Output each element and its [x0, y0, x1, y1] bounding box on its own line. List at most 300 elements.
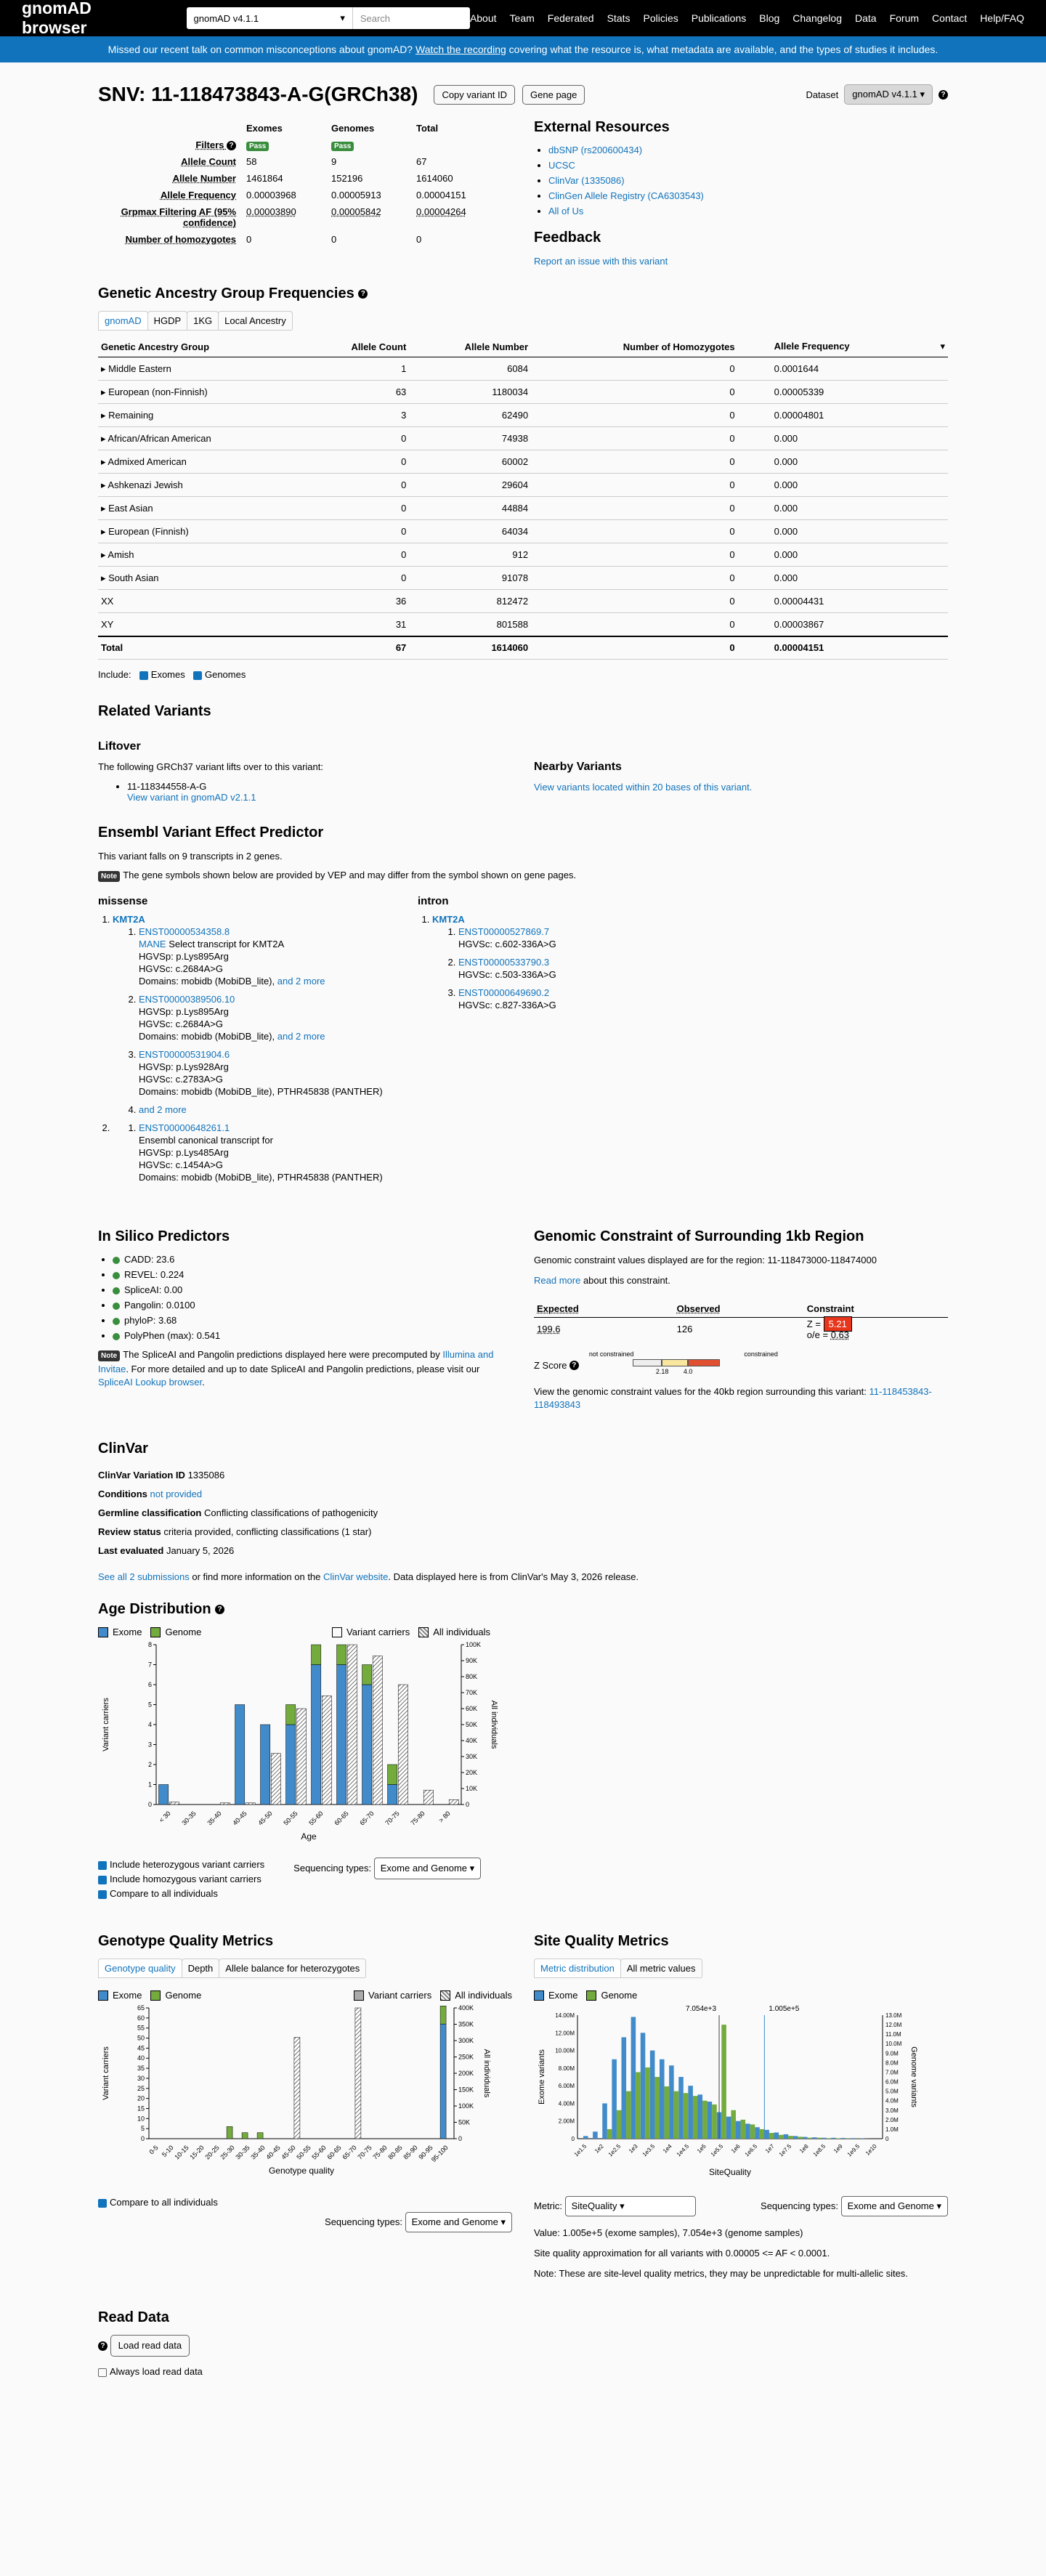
sq-value: Value: 1.005e+5 (exome samples), 7.054e+3 (genome samples) — [534, 2227, 803, 2238]
expand-icon[interactable]: ▸ — [101, 548, 108, 560]
y2-tick: 400K — [458, 2004, 474, 2012]
x-tick: 1e8 — [798, 2142, 810, 2155]
tab-metric-distribution[interactable]: Metric distribution — [534, 1959, 621, 1977]
status-dot-icon — [113, 1272, 120, 1279]
bar-genome — [626, 2091, 631, 2139]
gaf-tabs — [98, 311, 292, 331]
bar-all-individuals — [169, 1802, 179, 1805]
gq-tabs — [98, 1959, 365, 1978]
bar-all-individuals — [355, 2008, 361, 2139]
y2-tick: 0 — [885, 2136, 889, 2142]
expand-icon[interactable]: ▸ — [101, 386, 109, 397]
gq-title: Genotype Quality Metrics — [98, 1933, 274, 1949]
bar-exome — [736, 2121, 741, 2139]
tab-hgdp[interactable]: HGDP — [147, 311, 188, 330]
summary-table: Exomes Genomes Total Filters ? Pass Pass Allele Count 58 9 67 Allele Number 1461864 152196 1614060 Allele Frequency 0.00003968 0.00005913 0.00004151 Grpmax Filtering AF (95% confidence) 0.00003890 0.00005842 0.00004264 Number of homozygotes 0 0 0 — [98, 119, 477, 248]
submissions-link[interactable]: See all 2 submissions — [98, 1571, 190, 1582]
transcript-link[interactable]: ENST00000531904.6 — [139, 1049, 230, 1060]
dataset-dropdown[interactable]: gnomAD v4.1.1 ▾ — [844, 84, 933, 105]
y-tick: 0 — [140, 2135, 145, 2142]
bar-exome — [698, 2094, 703, 2139]
x-tick: 50-55 — [295, 2144, 312, 2161]
related-title: Related Variants — [98, 703, 211, 719]
x-tick: 15-20 — [188, 2144, 206, 2161]
help-icon[interactable]: ? — [358, 289, 368, 299]
bar-exome — [631, 2017, 636, 2139]
nav-link-changelog[interactable]: Changelog — [792, 12, 843, 24]
y2-tick: 70K — [466, 1689, 478, 1696]
bar-exome — [793, 2136, 798, 2139]
y2-tick: 200K — [458, 2070, 474, 2077]
bar-genome — [798, 2136, 803, 2139]
x-tick: 60-65 — [325, 2144, 343, 2161]
y-tick: 2 — [147, 1761, 152, 1768]
bar-exome — [688, 2086, 693, 2139]
help-icon[interactable]: ? — [938, 90, 948, 100]
predictor-item: • PolyPhen (max): 0.541 — [113, 1330, 512, 1341]
dataset-label: Dataset — [806, 89, 839, 100]
table-row[interactable]: ▸ European (non-Finnish) 63 1180034 0 0.00005339 — [98, 381, 948, 404]
x-tick: 85-90 — [402, 2144, 419, 2161]
logo[interactable]: gnomAD browser — [22, 0, 92, 37]
nav-link-stats[interactable]: Stats — [607, 12, 631, 24]
tab-genotype-quality[interactable]: Genotype quality — [98, 1959, 182, 1977]
y2-tick: 11.0M — [885, 2031, 901, 2038]
insilico-list — [113, 1254, 512, 1341]
gene-link[interactable]: KMT2A — [432, 914, 465, 925]
external-link[interactable]: All of Us — [548, 206, 584, 216]
y-axis-label: Variant carriers — [102, 1698, 110, 1751]
y-tick: 40 — [137, 2054, 145, 2062]
table-row[interactable]: ▸ Amish 0 912 0 0.000 — [98, 543, 948, 567]
gq-chart — [98, 2001, 512, 2190]
liftover-link[interactable]: View variant in gnomAD v2.1.1 — [127, 792, 256, 803]
table-row[interactable]: ▸ European (Finnish) 0 64034 0 0.000 — [98, 520, 948, 543]
table-row[interactable]: ▸ Ashkenazi Jewish 0 29604 0 0.000 — [98, 474, 948, 497]
y2-tick: 40K — [466, 1737, 478, 1744]
tab-local-ancestry[interactable]: Local Ancestry — [218, 311, 293, 330]
x-tick: 60-65 — [333, 1810, 350, 1827]
external-link[interactable]: ClinVar (1335086) — [548, 175, 625, 186]
conditions-link[interactable]: not provided — [150, 1489, 203, 1499]
compare-checkbox[interactable] — [98, 1890, 107, 1899]
bar-exome — [261, 1725, 270, 1805]
read-more-link[interactable]: Read more — [534, 1275, 581, 1286]
status-dot-icon — [113, 1318, 120, 1325]
expand-icon[interactable]: ▸ — [101, 432, 108, 444]
expand-icon[interactable]: ▸ — [101, 362, 109, 374]
status-dot-icon — [113, 1303, 120, 1310]
y-tick: 15 — [137, 2105, 145, 2113]
age-legend: Exome Genome Variant carriers All individuals — [98, 1627, 490, 1637]
x-tick: 1e5.5 — [709, 2142, 725, 2158]
y2-axis-label: All individuals — [490, 1700, 498, 1749]
gene-link[interactable]: KMT2A — [113, 914, 145, 925]
report-issue-link[interactable]: Report an issue with this variant — [534, 256, 668, 267]
bar-all-individuals — [322, 1696, 331, 1805]
age-title: Age Distribution ? — [98, 1601, 948, 1618]
transcript-link[interactable]: ENST00000533790.3 — [458, 957, 550, 968]
x-tick: 5-10 — [160, 2144, 175, 2158]
x-tick: 0-5 — [147, 2144, 160, 2156]
bar-exome — [286, 1725, 296, 1805]
clinvar-title: ClinVar — [98, 1441, 148, 1457]
nav-link-contact[interactable]: Contact — [932, 12, 968, 24]
bar-all-individuals — [296, 1709, 306, 1805]
search-input[interactable]: Search — [352, 7, 470, 29]
copy-variant-id-button[interactable]: Copy variant ID — [434, 85, 515, 105]
help-icon[interactable]: ? — [215, 1605, 224, 1614]
x-tick: 65-70 — [358, 1810, 376, 1827]
table-row[interactable]: ▸ South Asian 0 91078 0 0.000 — [98, 567, 948, 590]
bar-genome — [617, 2110, 622, 2139]
sq-note: Note: These are site-level quality metrics, they may be unpredictable for multi-allelic sites. — [534, 2268, 908, 2279]
mane-link[interactable]: MANE — [139, 939, 166, 949]
vep-falls: This variant falls on 9 transcripts in 2 genes. — [98, 851, 283, 862]
x-tick: 1e10 — [864, 2142, 878, 2157]
transcript-link[interactable]: ENST00000534358.8 — [139, 926, 230, 937]
bar-exome — [831, 2138, 836, 2139]
page-title: SNV: 11-118473843-A-G(GRCh38) — [98, 83, 418, 105]
x-tick: < 30 — [158, 1810, 172, 1824]
y2-tick: 0 — [466, 1801, 470, 1808]
more-link[interactable]: and 2 more — [139, 1104, 187, 1115]
gq-sequencing-select[interactable]: Exome and Genome ▾ — [405, 2212, 512, 2232]
expand-icon[interactable]: ▸ — [101, 455, 108, 467]
bar-genome — [312, 1645, 321, 1665]
y-tick: 12.00M — [555, 2030, 575, 2037]
y2-axis-label: Genome variants — [909, 2046, 918, 2107]
bar-exome — [851, 2138, 856, 2139]
x-tick: 1e9 — [832, 2142, 844, 2155]
y2-tick: 0 — [458, 2135, 463, 2142]
hom-checkbox[interactable] — [98, 1876, 107, 1884]
exomes-checkbox[interactable] — [139, 671, 148, 680]
y2-tick: 350K — [458, 2020, 474, 2028]
bar-exome — [840, 2138, 846, 2139]
bar-all-individuals — [398, 1685, 408, 1805]
x-tick: 1e1.5 — [572, 2142, 588, 2158]
bar-genome — [337, 1645, 346, 1665]
bar-exome — [803, 2137, 808, 2139]
nav-link-blog[interactable]: Blog — [759, 12, 780, 24]
bar-all-individuals — [373, 1656, 382, 1805]
compare-checkbox[interactable] — [98, 2199, 107, 2208]
transcript-link[interactable]: ENST00000648261.1 — [139, 1122, 230, 1133]
y-tick: 0 — [147, 1801, 152, 1808]
bar-genome — [779, 2135, 784, 2139]
tab-gnomad[interactable]: gnomAD — [98, 311, 148, 330]
external-link[interactable]: UCSC — [548, 160, 575, 171]
bar-genome — [636, 2072, 641, 2139]
x-tick: 80-85 — [386, 2144, 404, 2161]
bar-exome — [388, 1785, 397, 1805]
z-score-scale: Z Score ? not constrained constrained 2.18 4.0 — [534, 1350, 778, 1375]
expand-icon[interactable]: ▸ — [101, 572, 109, 583]
table-row[interactable]: ▸ Remaining 3 62490 0 0.00004801 — [98, 404, 948, 427]
gene-page-button[interactable]: Gene page — [522, 85, 585, 105]
bar-exome — [583, 2136, 588, 2139]
gaf-table: Genetic Ancestry Group Allele Count Allele Number Number of Homozygotes Allele Frequency ▾ ▸ Middle Eastern 1 6084 0 0.0001644 ▸ European (non-Finnish) 63 1180034 0 0.00005339 ▸ Remaining 3 62490 0 0.00004801 ▸ African/African American 0 74938 0 0.000 ▸ Admixed American 0 60002 0 0.000 ▸ Ashkenazi Jewish 0 29604 0 0.000 ▸ East Asian 0 44884 0 0.000 ▸ European (Finnish) 0 64034 0 0.000 ▸ Amish 0 912 0 0.000 ▸ South Asian 0 91078 0 0.000 XX 36 812472 0 0.00004431 XY 31 801588 0 0.00003867 Total 67 1614060 0 0.00004151 — [98, 336, 948, 660]
x-tick: 1e6 — [729, 2142, 742, 2155]
nav-link-policies[interactable]: Policies — [643, 12, 678, 24]
bar-exome — [159, 1785, 169, 1805]
y2-tick: 100K — [458, 2102, 474, 2110]
y-tick: 6 — [147, 1681, 152, 1688]
nav-link-forum[interactable]: Forum — [889, 12, 920, 24]
predictor-item: • CADD: 23.6 — [113, 1254, 512, 1265]
dataset-select[interactable]: gnomAD v4.1.1 ▾ — [187, 7, 352, 29]
table-row: XX 36 812472 0 0.00004431 — [98, 590, 948, 613]
table-row[interactable]: ▸ Middle Eastern 1 6084 0 0.0001644 — [98, 357, 948, 381]
y-tick: 60 — [137, 2014, 145, 2022]
x-tick: 65-70 — [341, 2144, 358, 2161]
bar-exome — [602, 2103, 607, 2139]
bar-exome — [774, 2133, 779, 2139]
bar-genome — [702, 2101, 708, 2139]
status-dot-icon — [113, 1257, 120, 1264]
summary-row: Grpmax Filtering AF (95% confidence) 0.00003890 0.00005842 0.00004264 — [121, 206, 466, 229]
x-tick: 1e4 — [661, 2142, 673, 2155]
bar-genome — [827, 2138, 832, 2139]
tab-allele-balance-for-heterozygotes[interactable]: Allele balance for heterozygotes — [219, 1959, 366, 1977]
x-tick: 1e9.5 — [846, 2142, 861, 2158]
marker-label: 1.005e+5 — [769, 2005, 800, 2013]
bar-genome — [684, 2093, 689, 2139]
y-axis-label: Variant carriers — [102, 2046, 110, 2100]
y2-tick: 7.0M — [885, 2069, 899, 2076]
liftover-text: The following GRCh37 variant lifts over to this variant: — [98, 761, 323, 772]
x-tick: 50-55 — [282, 1810, 299, 1827]
x-tick: 10-15 — [173, 2144, 190, 2161]
expand-icon[interactable]: ▸ — [101, 479, 108, 490]
bar-exome — [860, 2138, 865, 2139]
gaf-title: Genetic Ancestry Group Frequencies ? — [98, 285, 948, 302]
help-icon[interactable]: ? — [98, 2341, 108, 2351]
nav-link-data[interactable]: Data — [855, 12, 877, 24]
help-icon[interactable]: ? — [569, 1361, 579, 1370]
bar-all-individuals — [449, 1799, 458, 1805]
bar-genome — [227, 2126, 232, 2139]
x-tick: 20-25 — [203, 2144, 221, 2161]
bar-genome — [836, 2138, 841, 2139]
note-badge: Note — [98, 871, 120, 882]
bar-exome — [312, 1665, 321, 1805]
bar-exome — [660, 2059, 665, 2139]
nav-link-helpfaq[interactable]: Help/FAQ — [980, 12, 1024, 24]
bar-exome — [726, 2117, 731, 2139]
x-tick: 1e5 — [695, 2142, 708, 2155]
bar-exome — [755, 2127, 760, 2139]
bar-all-individuals — [271, 1754, 280, 1805]
always-load-checkbox[interactable] — [98, 2368, 107, 2377]
clinvar-site-link[interactable]: ClinVar website — [323, 1571, 389, 1582]
y-tick: 4.00M — [558, 2100, 575, 2107]
include-filters: Include: Exomes Genomes — [98, 669, 246, 680]
external-link[interactable]: ClinGen Allele Registry (CA6303543) — [548, 190, 704, 201]
bar-exome — [362, 1685, 372, 1805]
y-tick: 20 — [137, 2094, 145, 2102]
x-tick: 35-40 — [206, 1810, 223, 1827]
y-tick: 25 — [137, 2084, 145, 2092]
y2-tick: 10K — [466, 1785, 478, 1792]
summary-row: Number of homozygotes 0 0 0 — [125, 234, 422, 246]
missense-title: missense — [98, 895, 148, 907]
sequencing-type-select[interactable]: Exome and Genome ▾ — [374, 1858, 481, 1879]
predictor-item: • Pangolin: 0.0100 — [113, 1300, 512, 1311]
main-nav — [470, 12, 1024, 24]
y-tick: 7 — [147, 1661, 152, 1669]
bar-exome — [641, 2033, 646, 2139]
nav-link-team[interactable]: Team — [509, 12, 535, 24]
x-tick: 30-35 — [234, 2144, 251, 2161]
x-tick: 40-45 — [264, 2144, 282, 2161]
bar-genome — [817, 2138, 822, 2139]
bar-exome — [440, 2024, 446, 2139]
nav-link-publications[interactable]: Publications — [691, 12, 747, 24]
y-tick: 1 — [147, 1781, 152, 1789]
expand-icon[interactable]: ▸ — [101, 409, 109, 421]
bar-exome — [593, 2131, 598, 2139]
tab-depth[interactable]: Depth — [182, 1959, 220, 1977]
x-tick: 70-75 — [384, 1810, 401, 1827]
top-bar — [0, 0, 1046, 36]
bar-genome — [242, 2133, 248, 2139]
expand-icon[interactable]: ▸ — [101, 502, 109, 514]
y2-tick: 300K — [458, 2037, 474, 2044]
summary-row: Allele Count 58 9 67 — [181, 156, 427, 168]
y-tick: 4 — [147, 1721, 152, 1728]
summary-row: Allele Number 1461864 152196 1614060 — [172, 173, 453, 185]
table-row[interactable]: ▸ Admixed American 0 60002 0 0.000 — [98, 450, 948, 474]
spliceai-link[interactable]: SpliceAI Lookup browser — [98, 1377, 203, 1388]
y-tick: 50 — [137, 2034, 145, 2042]
table-row: XY 31 801588 0 0.00003867 — [98, 613, 948, 636]
y2-tick: 13.0M — [885, 2012, 902, 2019]
bar-exome — [650, 2051, 655, 2139]
chevron-down-icon: ▾ — [340, 12, 345, 23]
genomes-checkbox[interactable] — [193, 671, 202, 680]
y2-tick: 8.0M — [885, 2059, 899, 2067]
nearby-link[interactable]: View variants located within 20 bases of this variant. — [534, 782, 753, 793]
clinvar-info: ClinVar Variation ID 1335086 Conditions not provided Germline classification Conflicting classifications of pathogenicity Review status criteria provided, conflicting classifications (1 star) Last evaluated January 5, 2026 — [98, 1470, 378, 1556]
bar-genome — [788, 2136, 793, 2139]
constraint-desc: Genomic constraint values displayed are for the region: 11-118473000-118474000 — [534, 1255, 877, 1265]
status-dot-icon — [113, 1287, 120, 1295]
note-badge: Note — [98, 1350, 120, 1361]
y2-tick: 9.0M — [885, 2050, 899, 2057]
table-row: Total 67 1614060 0 0.00004151 — [98, 636, 948, 660]
bar-genome — [362, 1665, 372, 1685]
tab-all-metric-values[interactable]: All metric values — [620, 1959, 702, 1977]
y2-tick: 90K — [466, 1657, 478, 1664]
nav-link-federated[interactable]: Federated — [547, 12, 594, 24]
transcript-link[interactable]: ENST00000649690.2 — [458, 987, 550, 998]
bar-all-individuals — [220, 1803, 230, 1805]
x-tick: 1e7 — [763, 2142, 776, 2155]
bar-exome — [745, 2123, 750, 2139]
het-checkbox[interactable] — [98, 1861, 107, 1870]
y-tick: 55 — [137, 2024, 145, 2032]
x-tick: 25-30 — [219, 2144, 236, 2161]
bar-genome — [721, 2025, 726, 2139]
status-dot-icon — [113, 1333, 120, 1340]
external-links — [548, 145, 948, 216]
expand-icon[interactable]: ▸ — [101, 525, 109, 537]
y-tick: 6.00M — [558, 2083, 575, 2090]
more-link[interactable]: and 2 more — [277, 1031, 325, 1042]
tab-1kg[interactable]: 1KG — [187, 311, 219, 330]
load-read-data-button[interactable]: Load read data — [110, 2335, 190, 2357]
predictor-item: • SpliceAI: 0.00 — [113, 1284, 512, 1295]
x-tick: 1e2 — [593, 2142, 605, 2155]
x-tick: 75-80 — [409, 1810, 426, 1827]
nearby-title: Nearby Variants — [534, 761, 622, 773]
bar-exome — [784, 2134, 789, 2139]
external-title: External Resources — [534, 119, 670, 135]
transcript-link[interactable]: ENST00000527869.7 — [458, 926, 550, 937]
bar-genome — [769, 2133, 774, 2139]
y2-tick: 50K — [466, 1721, 478, 1728]
intron-title: intron — [418, 895, 449, 907]
x-tick: 35-40 — [249, 2144, 267, 2161]
bar-all-individuals — [347, 1645, 357, 1805]
table-row[interactable]: ▸ African/African American 0 74938 0 0.000 — [98, 427, 948, 450]
metric-select[interactable]: SiteQuality ▾ — [565, 2196, 696, 2216]
insilico-title: In Silico Predictors — [98, 1228, 230, 1244]
illumina-link[interactable]: Illumina and Invitae — [98, 1349, 494, 1374]
bar-genome — [693, 2096, 698, 2139]
x-tick: 1e4.5 — [675, 2142, 691, 2158]
sq-sequencing-select[interactable]: Exome and Genome ▾ — [841, 2196, 948, 2216]
pass-badge: Pass — [246, 142, 269, 151]
marker-label: 7.054e+3 — [686, 2005, 717, 2013]
banner-link[interactable]: Watch the recording — [415, 44, 506, 55]
x-tick: 95-100 — [429, 2144, 450, 2164]
bar-genome — [731, 2110, 736, 2139]
read-data-title: Read Data — [98, 2309, 169, 2325]
y-tick: 3 — [147, 1741, 152, 1749]
y-tick: 8.00M — [558, 2065, 575, 2072]
x-tick: 45-50 — [256, 1810, 274, 1827]
y2-tick: 5.0M — [885, 2088, 899, 2095]
y2-tick: 80K — [466, 1673, 478, 1680]
nav-link-about[interactable]: About — [469, 12, 497, 24]
y2-tick: 1.0M — [885, 2126, 899, 2133]
y2-tick: 6.0M — [885, 2078, 899, 2086]
region-link[interactable]: 11-118453843-118493843 — [534, 1386, 932, 1410]
y2-tick: 2.0M — [885, 2116, 899, 2123]
transcript-link[interactable]: ENST00000389506.10 — [139, 994, 235, 1005]
x-tick: 70-75 — [356, 2144, 373, 2161]
bar-exome — [235, 1705, 245, 1805]
x-tick: 55-60 — [307, 1810, 325, 1827]
external-link[interactable]: dbSNP (rs200600434) — [548, 145, 643, 155]
more-link[interactable]: and 2 more — [277, 976, 325, 987]
table-row[interactable]: ▸ East Asian 0 44884 0 0.000 — [98, 497, 948, 520]
y2-tick: 50K — [458, 2118, 471, 2126]
help-icon[interactable]: ? — [227, 141, 236, 150]
constraint-title: Genomic Constraint of Surrounding 1kb Region — [534, 1228, 864, 1244]
bar-genome — [645, 2067, 650, 2139]
predictor-item: • phyloP: 3.68 — [113, 1315, 512, 1326]
bar-genome — [712, 2105, 717, 2139]
bar-genome — [674, 2091, 679, 2139]
bar-exome — [337, 1665, 346, 1805]
bar-exome — [822, 2138, 827, 2139]
feedback-title: Feedback — [534, 230, 601, 246]
x-tick: 1e2.5 — [607, 2142, 623, 2158]
